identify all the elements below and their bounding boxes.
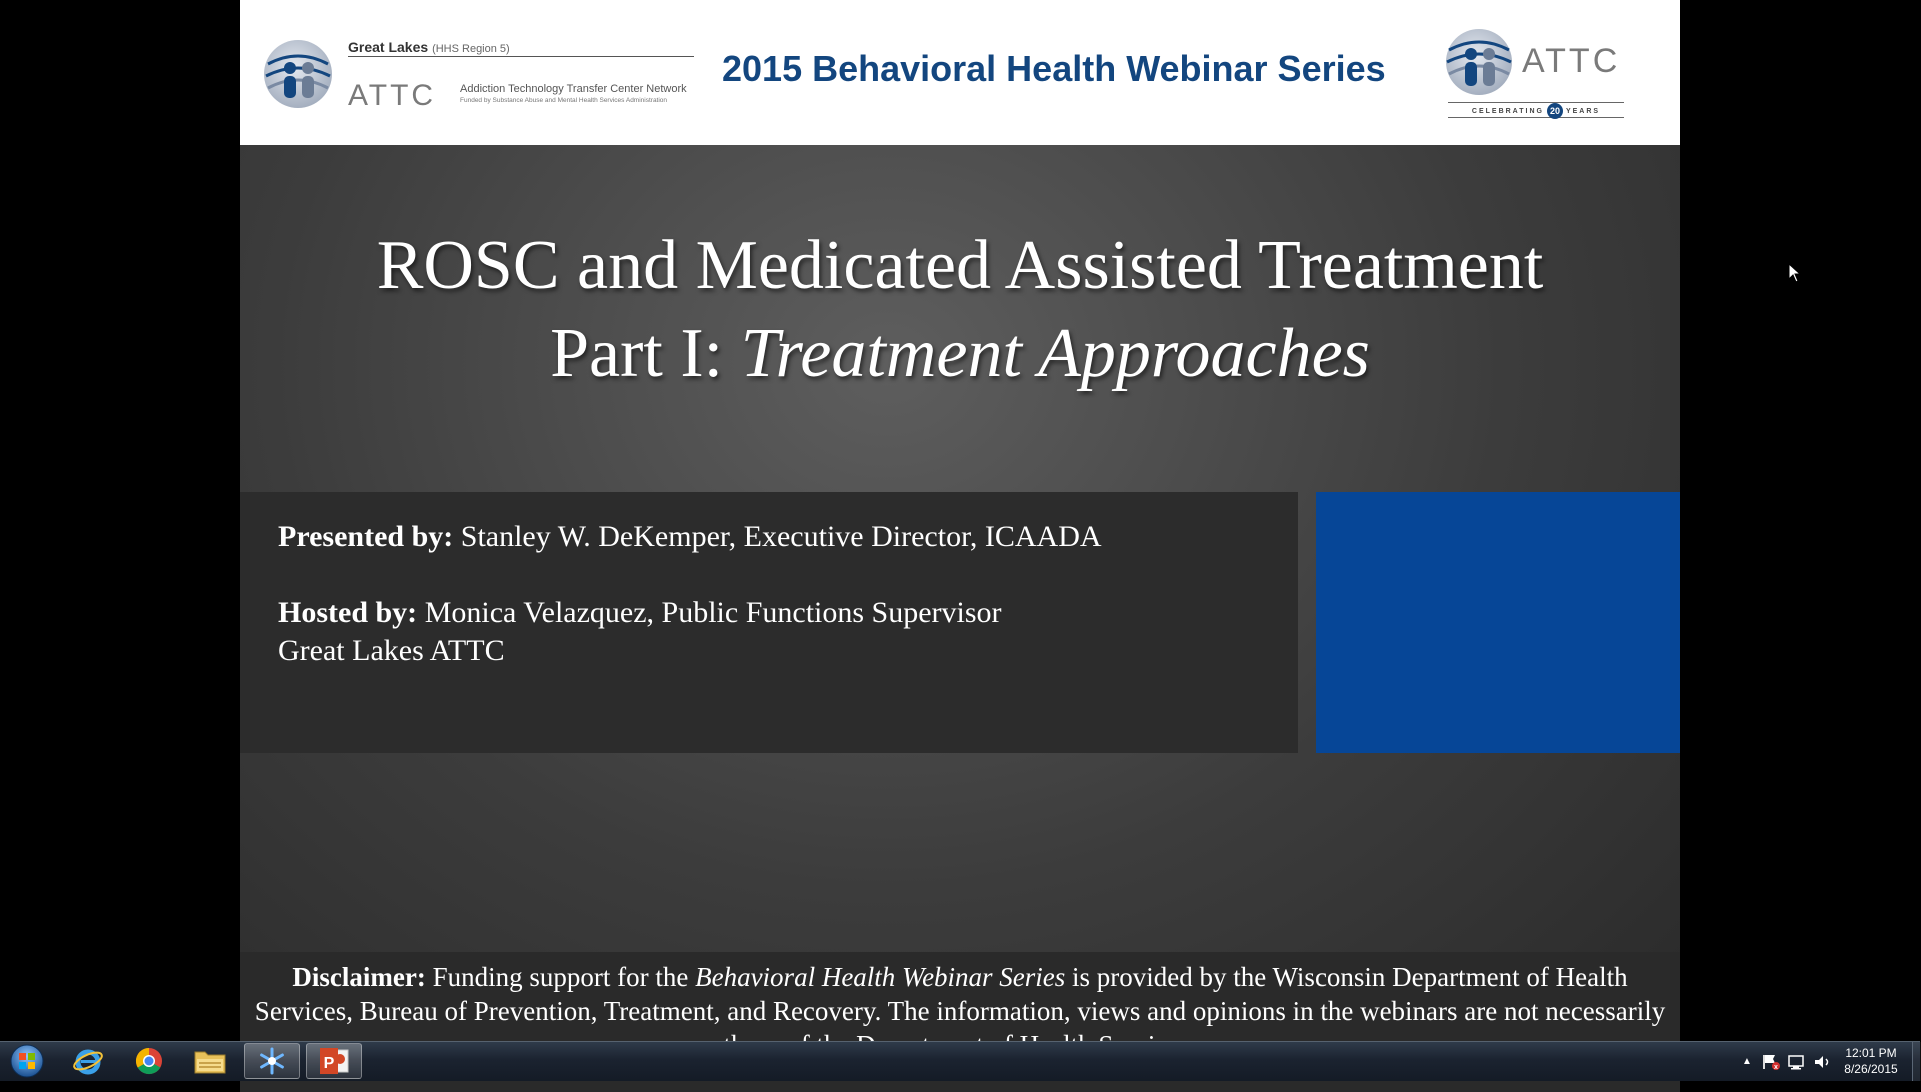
taskbar-clock[interactable] — [1828, 1045, 1914, 1077]
network-name: Addiction Technology Transfer Center Network — [460, 83, 687, 95]
svg-text:P: P — [323, 1055, 335, 1072]
show-desktop-button[interactable] — [1912, 1042, 1921, 1081]
svg-text:x: x — [1774, 1063, 1778, 1071]
host-value: Monica Velazquez, Public Functions Supervisor — [417, 596, 1002, 629]
attc-globe-icon — [262, 34, 334, 112]
attc-wordmark-right: ATTC — [1522, 42, 1621, 80]
disclaimer-text: Disclaimer: Funding support for the Behavioral Health Webinar Series is provided by the Wisconsin Department of Health Services, Bureau of Prevention, Treatment, and Recovery. The information, views and opinions in the webinars are not necessarily — [254, 962, 1666, 1026]
show-hidden-icons-arrow[interactable]: ▲ — [1742, 1056, 1752, 1067]
mouse-pointer-icon — [1788, 263, 1802, 283]
clock-date: 8/26/2015 — [1844, 1062, 1898, 1076]
title-line-2: Part I: Treatment Approaches — [550, 315, 1370, 392]
host-line — [278, 594, 1002, 632]
funded-by-text: Funded by Substance Abuse and Mental Health Services Administration — [460, 97, 668, 104]
snowflake-icon — [257, 1046, 287, 1076]
slide-header — [240, 0, 1680, 145]
title-italic: Treatment Approaches — [740, 315, 1370, 392]
powerpoint-icon — [318, 1046, 350, 1076]
attc-20-years-logo — [1444, 22, 1644, 122]
ie-icon — [72, 1045, 104, 1077]
taskbar-snowflake-app[interactable] — [244, 1043, 300, 1079]
windows-taskbar — [0, 1041, 1920, 1081]
taskbar-internet-explorer[interactable] — [60, 1043, 116, 1079]
blue-accent-box — [1316, 492, 1680, 753]
taskbar-chrome[interactable] — [121, 1043, 177, 1079]
presentation-slide — [240, 0, 1680, 1041]
presenter-line — [278, 518, 1102, 556]
clock-time: 12:01 PM — [1845, 1046, 1897, 1060]
presenter-value: Stanley W. DeKemper, Executive Director, ICAADA — [453, 520, 1102, 553]
disclaimer-series-name: Behavioral Health Webinar Series — [695, 962, 1066, 992]
system-tray — [1738, 1042, 1834, 1081]
disclaimer-label: Disclaimer: — [292, 962, 426, 992]
slide-title — [240, 222, 1680, 398]
taskbar-file-explorer[interactable] — [182, 1043, 238, 1079]
chrome-icon — [134, 1046, 164, 1076]
title-line-1: ROSC and Medicated Assisted Treatment — [376, 227, 1544, 304]
windows-orb-icon — [9, 1043, 45, 1079]
presenter-info-box — [240, 492, 1298, 753]
presenter-label: Presented by: — [278, 520, 454, 553]
attc-wordmark-left: ATTC — [348, 79, 437, 112]
host-org: Great Lakes ATTC — [278, 634, 505, 667]
great-lakes-attc-logo — [262, 30, 702, 120]
folder-icon — [193, 1046, 227, 1076]
host-label: Hosted by: — [278, 596, 418, 629]
action-center-flag-icon[interactable] — [1760, 1053, 1782, 1071]
webinar-series-title: 2015 Behavioral Health Webinar Series — [722, 48, 1386, 89]
region-name: Great Lakes — [348, 39, 429, 55]
taskbar-powerpoint[interactable] — [306, 1043, 362, 1079]
attc-globe-icon — [1444, 22, 1514, 102]
region-sub: (HHS Region 5) — [432, 43, 510, 55]
celebrating-20-years-badge: CELEBRATING 20 YEARS — [1448, 102, 1624, 118]
start-button[interactable] — [2, 1043, 52, 1079]
network-icon[interactable] — [1786, 1053, 1808, 1071]
